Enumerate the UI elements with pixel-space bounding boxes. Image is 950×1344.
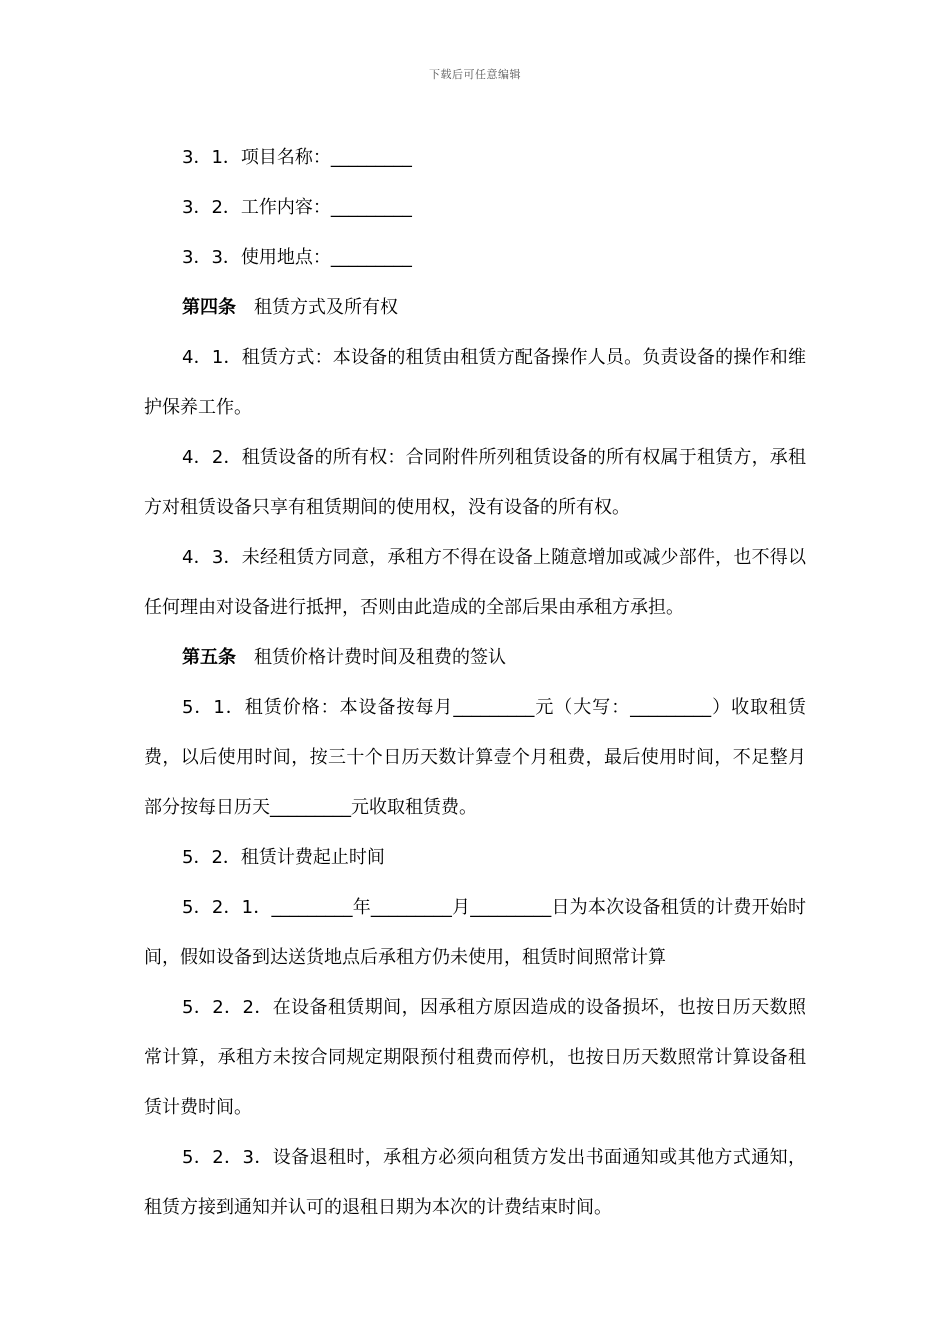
document-body <box>144 133 806 1233</box>
article-4-heading <box>144 283 806 333</box>
clause-3-1: 3．1．项目名称：_________ <box>182 147 412 168</box>
clause-4-3: 4．3．未经租赁方同意，承租方不得在设备上随意增加或减少部件，也不得以任何理由对设备进行抵押，否则由此造成的全部后果由承租方承担。 <box>144 547 806 618</box>
article-5-title: 租赁价格计费时间及租费的签认 <box>254 647 506 668</box>
article-4-title: 租赁方式及所有权 <box>254 297 398 318</box>
clause-5-1: 5．1．租赁价格：本设备按每月_________元（大写：_________）收取租赁费，以后使用时间，按三十个日历天数计算壹个月租费，最后使用时间，不足整月部分按每日历天_________元收取租赁费。 <box>144 697 806 818</box>
clause-5-2-2: 5．2．2．在设备租赁期间，因承租方原因造成的设备损坏，也按日历天数照常计算，承租方未按合同规定期限预付租费而停机，也按日历天数照常计算设备租赁计费时间。 <box>144 997 806 1118</box>
clause-4-2: 4．2．租赁设备的所有权：合同附件所列租赁设备的所有权属于租赁方，承租方对租赁设备只享有租赁期间的使用权，没有设备的所有权。 <box>144 447 806 518</box>
clause-4-1: 4．1．租赁方式：本设备的租赁由租赁方配备操作人员。负责设备的操作和维护保养工作。 <box>144 347 806 418</box>
article-4-label: 第四条 <box>182 297 236 318</box>
clause-3-2: 3．2．工作内容：_________ <box>182 197 412 218</box>
clause-5-2: 5．2．租赁计费起止时间 <box>182 847 385 868</box>
header-note: 下载后可任意编辑 <box>429 68 521 81</box>
article-5-heading <box>144 633 806 683</box>
clause-5-2-1: 5．2．1．_________年_________月_________日为本次设备租赁的计费开始时间，假如设备到达送货地点后承租方仍未使用，租赁时间照常计算 <box>144 897 806 968</box>
clause-3-3: 3．3．使用地点：_________ <box>182 247 412 268</box>
clause-5-2-3: 5．2．3．设备退租时，承租方必须向租赁方发出书面通知或其他方式通知，租赁方接到通知并认可的退租日期为本次的计费结束时间。 <box>144 1147 806 1218</box>
article-5-label: 第五条 <box>182 647 236 668</box>
